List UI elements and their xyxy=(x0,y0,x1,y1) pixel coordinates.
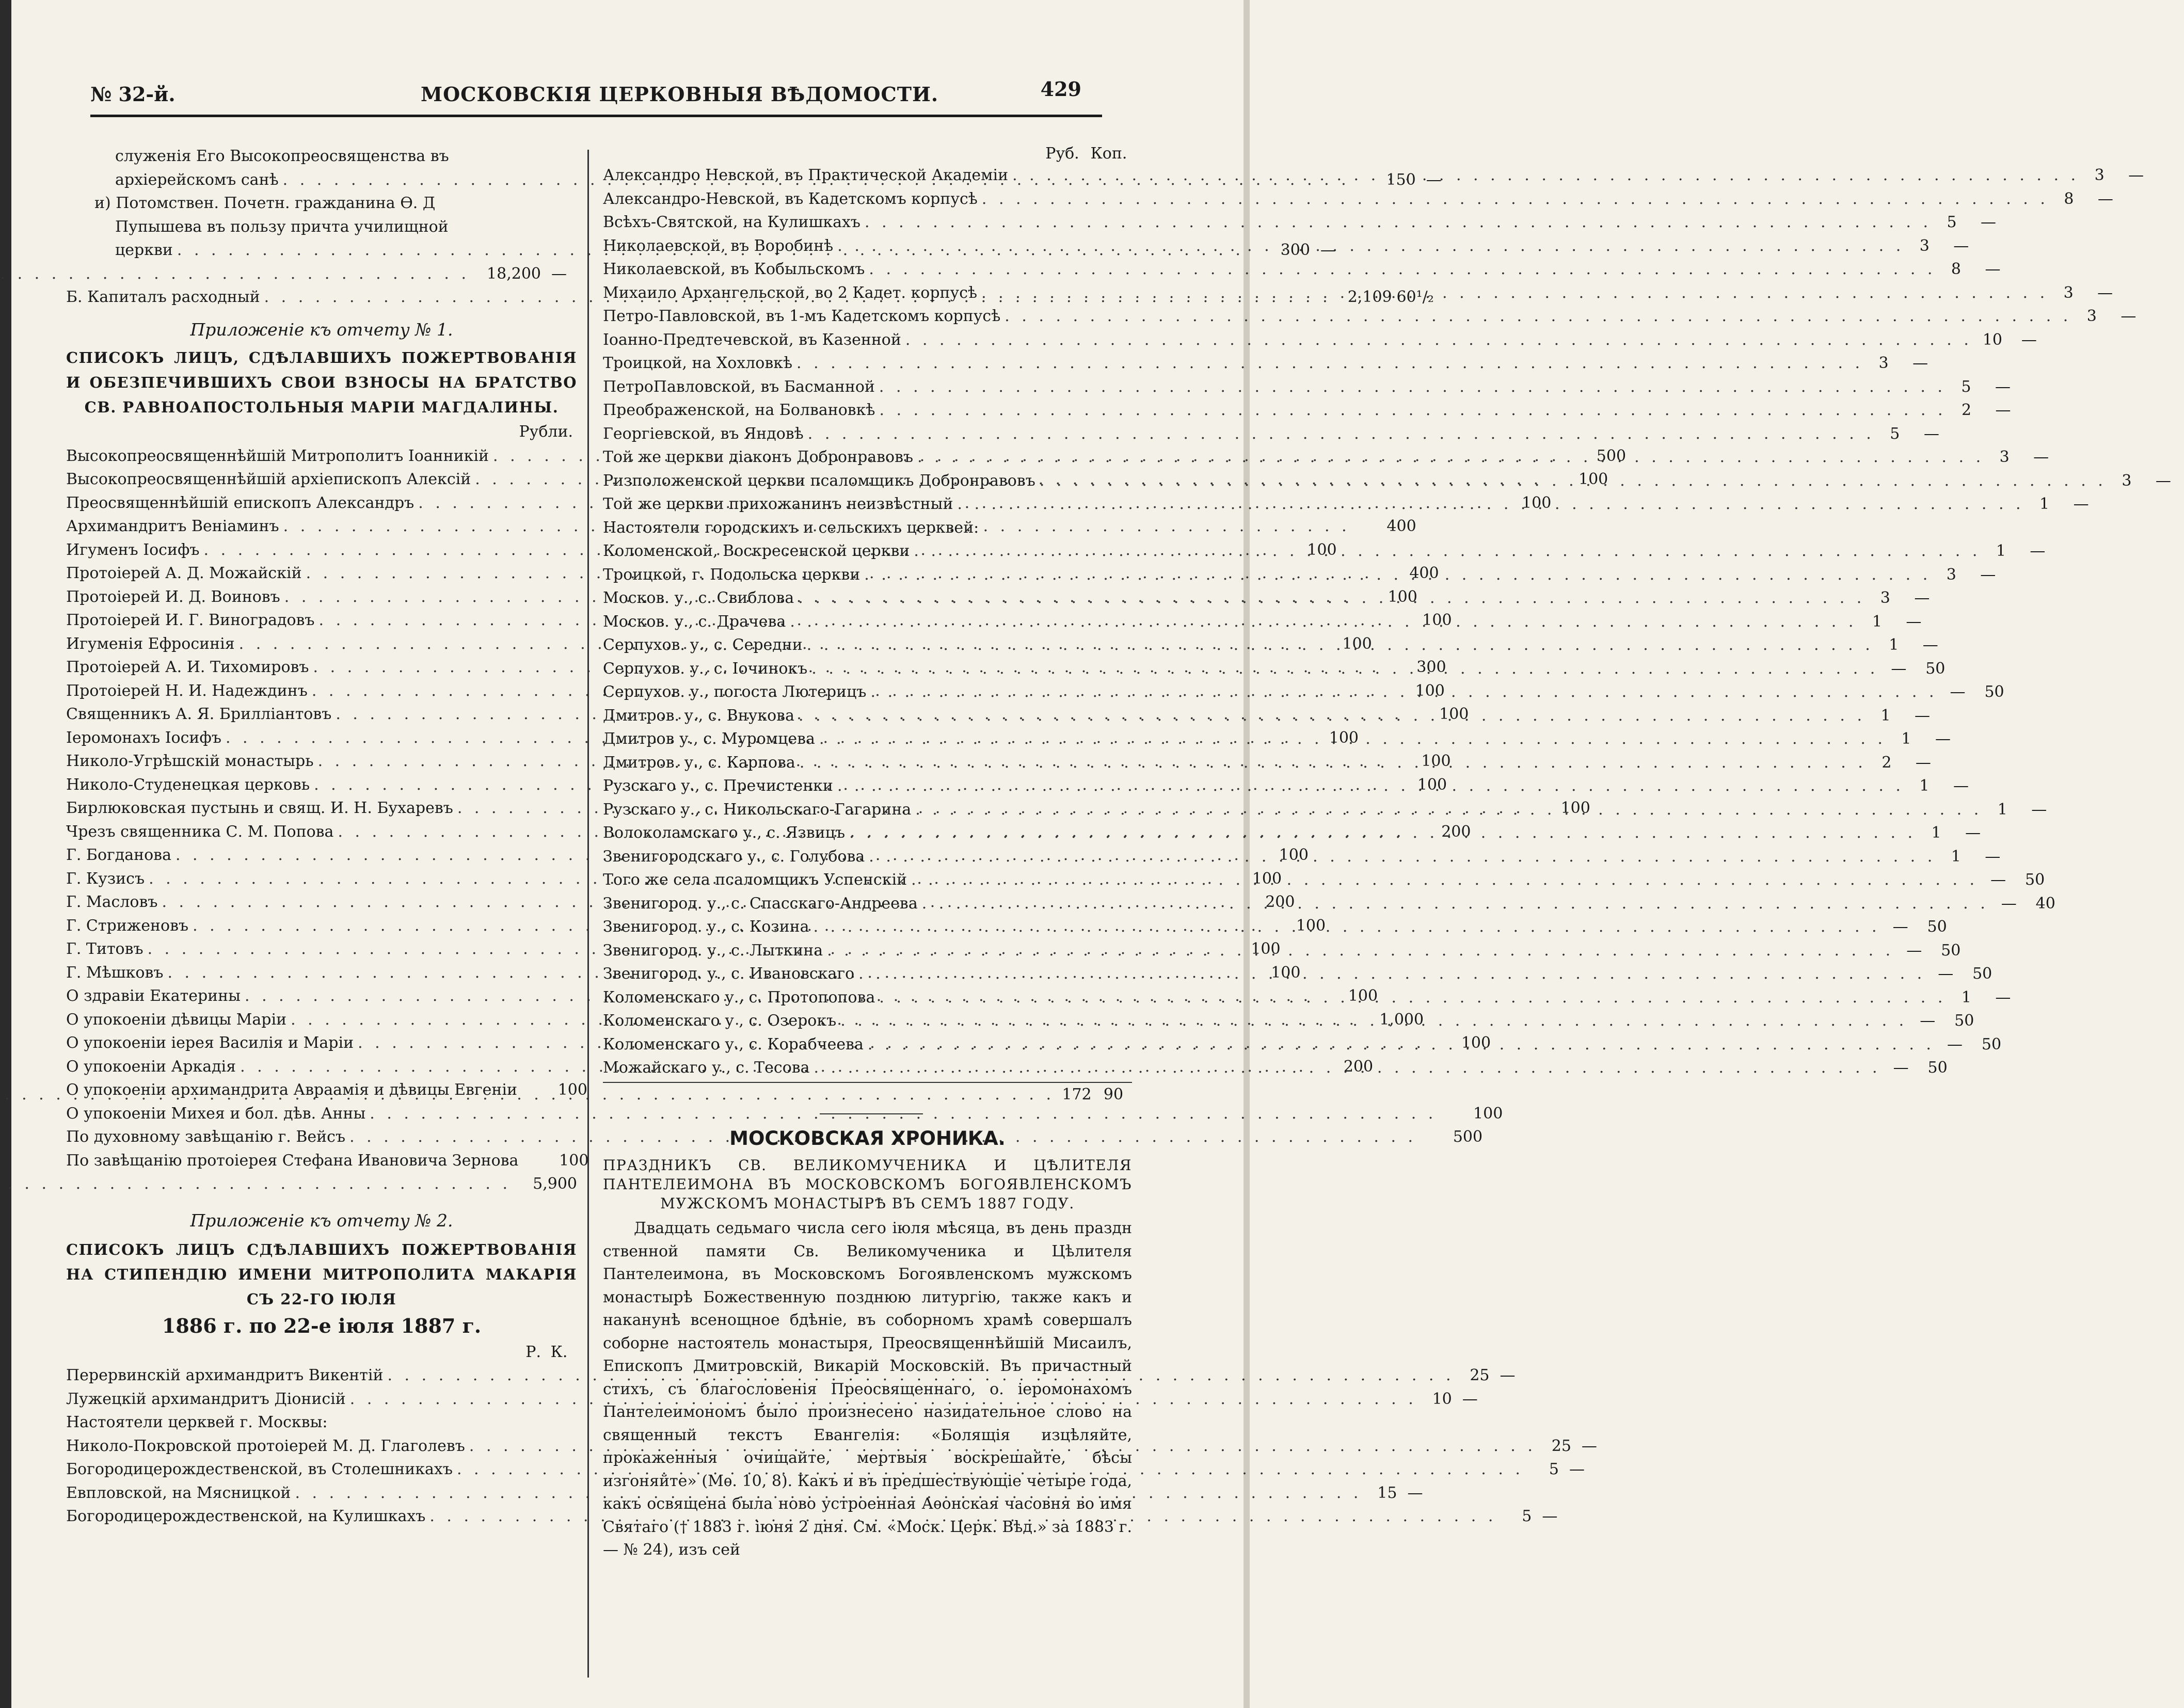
stipend-donor-r: 15 xyxy=(1377,1483,1397,1502)
expense-capital-label: Б. Капиталъ расходный xyxy=(66,288,260,306)
continued-entry-v2: — xyxy=(1320,241,1336,259)
col-rub: Руб. xyxy=(1045,145,1079,163)
appendix-1-column-header: Рубли. xyxy=(519,422,573,441)
parish-k: — xyxy=(1922,636,1938,654)
parish-name: Волоколамскаго у., с. Язвицъ xyxy=(603,824,846,842)
stipend-donor-name: Перервинскій архимандритъ Викентій xyxy=(66,1366,384,1384)
parish-r: 3 xyxy=(2094,166,2105,184)
donor-amount: 100 xyxy=(1578,470,1608,488)
donor-name: Протоіерей И. Д. Воиновъ xyxy=(66,587,280,606)
donor-amount: 100 xyxy=(1348,987,1378,1005)
parish-name: ПетроПавловской, въ Басманной xyxy=(603,377,875,396)
parish-k: — xyxy=(2155,471,2171,490)
parish-k: — xyxy=(2021,330,2037,349)
parish-r: 2 xyxy=(1882,753,1892,772)
parish-r: 3 xyxy=(1999,448,2010,466)
parish-k: 50 xyxy=(1925,659,1946,678)
parish-r: — xyxy=(1891,659,1907,678)
parish-k: — xyxy=(2073,495,2089,513)
parish-r: 5 xyxy=(1890,424,1900,443)
donor-name: Бирлюковская пустынь и свящ. И. Н. Бухаревъ xyxy=(66,799,453,817)
continued-entry-name: Пупышева въ пользу причта училищной xyxy=(115,217,449,236)
parish-row xyxy=(603,211,1997,234)
col-rubles: Р. xyxy=(525,1343,541,1361)
chronicle-rule xyxy=(603,1106,1132,1122)
parish-name: Москов. у., с. Драчева xyxy=(603,612,786,631)
donor-name: Чрезъ священника С. М. Попова xyxy=(66,822,334,841)
donor-name: Г. Титовъ xyxy=(66,940,144,958)
parish-name: Александро-Невской, въ Кадетскомъ корпусѣ xyxy=(603,189,978,208)
donor-name: О упокоеніи Аркадія xyxy=(66,1057,236,1076)
parish-r: 1 xyxy=(1996,542,2006,560)
parish-k: 50 xyxy=(1927,918,1947,936)
continued-entry-name: и) Потомствен. Почетн. гражданина Ѳ. Д xyxy=(94,194,436,212)
parish-r: — xyxy=(1893,1059,1909,1077)
donor-amount: 200 xyxy=(1441,822,1471,841)
donor-name: Протоіерей А. Д. Можайскій xyxy=(66,564,302,582)
parish-name: Николаевской, въ Воробинѣ xyxy=(603,236,834,255)
stipend-donor-row xyxy=(66,1458,1585,1481)
stipend-donor-name: Евпловской, на Мясницкой xyxy=(66,1483,291,1502)
donor-name: О упокоеніи архимандрита Авраамія и дѣвицы Евгеніи xyxy=(66,1081,517,1099)
parish-name: Троицкой, г. Подольска церкви xyxy=(603,565,860,584)
donor-amount: 100 xyxy=(1307,540,1337,559)
appendix-2-column-header xyxy=(66,1340,577,1364)
stipend-donor-k: — xyxy=(1462,1390,1478,1408)
parish-row xyxy=(603,187,2113,211)
parish-k: — xyxy=(1923,424,1939,443)
stipend-donor-row xyxy=(66,1481,1423,1505)
parish-name: Москов. у., с. Свиблова xyxy=(603,589,794,607)
parish-r: 1 xyxy=(1919,777,1930,795)
parish-k: — xyxy=(2030,542,2046,560)
donor-name: Николо-Студенецкая церковь xyxy=(66,775,310,794)
donor-name: Г. Мѣшковъ xyxy=(66,963,164,982)
stipend-donor-r: 5 xyxy=(1549,1460,1559,1478)
donor-amount: 100 xyxy=(1329,728,1359,747)
parish-name: Іоанно-Предтечевской, въ Казенной xyxy=(603,330,901,349)
appendix-2-title: Приложеніе къ отчету № 2. xyxy=(190,1210,453,1231)
continued-entry-v1: 150 xyxy=(1386,170,1416,189)
parish-k: — xyxy=(1995,401,2011,419)
parish-k: — xyxy=(1915,706,1930,725)
donor-name: Высокопреосвященнѣйшій Митрополитъ Іоанникій xyxy=(66,446,489,465)
stipend-donor-k: — xyxy=(1569,1460,1585,1478)
donor-name: О здравіи Екатерины xyxy=(66,987,241,1005)
parish-name: Дмитров. у., с. Внукова xyxy=(603,706,794,725)
parish-row xyxy=(603,328,2037,352)
col-kopecks: К. xyxy=(550,1343,568,1361)
donor-name: Архимандритъ Веніаминъ xyxy=(66,517,279,535)
donor-name: По завѣщанію протоіерея Стефана Ивановича Зернова xyxy=(66,1151,519,1170)
parish-r: 3 xyxy=(1946,565,1956,584)
stipend-donor-k: — xyxy=(1407,1483,1423,1502)
parish-name: Коломенской, Воскресенской церкви xyxy=(603,542,910,560)
parish-r: 1 xyxy=(1889,636,1899,654)
parish-r: — xyxy=(1990,871,2006,889)
stipend-donor-r: 5 xyxy=(1522,1507,1532,1525)
parish-name: Звенигород. у., с. Ивановскаго xyxy=(603,965,855,983)
donor-amount: 100 xyxy=(1251,940,1281,958)
parish-r: 3 xyxy=(2122,471,2132,490)
parish-row xyxy=(603,516,1132,540)
donor-name: Преосвященнѣйшій епископъ Александръ xyxy=(66,493,415,512)
donor-amount: 100 xyxy=(1279,846,1309,864)
parish-name: Коломенскаго у., с. Корабчеева xyxy=(603,1035,864,1053)
appendix-1-total-amount: 5,900 xyxy=(533,1175,577,1193)
parish-k: 50 xyxy=(2025,871,2045,889)
parish-row xyxy=(603,398,2011,422)
donor-name: О упокоеніи Михея и бол. дѣв. Анны xyxy=(66,1104,366,1123)
donor-name: Г. Масловъ xyxy=(66,893,158,911)
donor-name: Протоіерей Н. И. Надеждинъ xyxy=(66,681,308,700)
parish-k: — xyxy=(2128,166,2144,184)
parish-r: — xyxy=(1947,1035,1963,1053)
parish-k: — xyxy=(2097,189,2113,208)
stipend-donor-row xyxy=(66,1411,577,1434)
continued-entry-name: служенія Его Высокопреосвященства въ xyxy=(115,147,449,165)
parish-name: Настоятели городскихъ и сельскихъ церквей: xyxy=(603,518,979,537)
donor-amount: 100 xyxy=(1421,752,1451,770)
parish-name: Той же церкви прихожанинъ неизвѣстный xyxy=(603,495,953,513)
subtotal-kopecks: — xyxy=(551,264,567,283)
parish-row xyxy=(603,422,1939,446)
donor-name: Высокопреосвященнѣйшій архіепископъ Алексій xyxy=(66,470,471,488)
parish-r: 1 xyxy=(1997,800,2007,819)
parish-r: 1 xyxy=(1951,847,1961,866)
donor-amount: 1,000 xyxy=(1379,1010,1424,1029)
stipend-donor-row xyxy=(66,1364,1516,1387)
donor-amount: 100 xyxy=(1342,634,1372,653)
right-total-rubles: 172 xyxy=(1062,1085,1092,1104)
stipend-donor-name: Настоятели церквей г. Москвы: xyxy=(66,1413,328,1431)
parish-name: Ризположенской церкви псаломщикъ Добронравовъ xyxy=(603,471,1035,490)
parish-k: — xyxy=(1906,612,1922,631)
donor-amount: 100 xyxy=(1417,775,1447,794)
parish-k: 50 xyxy=(1984,683,2004,701)
parish-r: — xyxy=(1892,918,1908,936)
parish-name: Рузскаго у., с. Пречистенки xyxy=(603,777,833,795)
stipend-donor-name: Богородицерождественской, на Кулишкахъ xyxy=(66,1507,426,1525)
chronicle-heading: ПРАЗДНИКЪ СВ. ВЕЛИКОМУЧЕНИКА И ЦѢЛИТЕЛЯ ПАНТЕЛЕИМОНА ВЪ МОСКОВСКОМЪ БОГОЯВЛЕНСКОМЪ МУЖСКОМЪ МОНАСТЫРѢ ВЪ СЕМЪ 1887 ГОДУ. xyxy=(603,1157,1132,1212)
parish-r: — xyxy=(1906,941,1922,960)
appendix-2-period: 1886 г. по 22-е іюля 1887 г. xyxy=(162,1314,482,1337)
continued-entry-v2: — xyxy=(1426,170,1442,189)
continued-entry-row xyxy=(66,191,577,215)
stipend-donor-r: 25 xyxy=(1470,1366,1490,1384)
donor-amount: 100 xyxy=(1296,916,1326,935)
parish-k: 50 xyxy=(1981,1035,2002,1053)
continued-entry-row xyxy=(66,145,577,168)
donor-amount: 100 xyxy=(1415,681,1445,700)
page-number: 429 xyxy=(1040,77,1081,101)
parish-name: Преображенской, на Болвановкѣ xyxy=(603,401,875,419)
right-total-row xyxy=(603,1083,1132,1107)
chronicle-title: МОСКОВСКАЯ ХРОНИКА. xyxy=(729,1127,1006,1150)
parish-row xyxy=(603,352,1928,375)
stipend-donor-row xyxy=(66,1387,1478,1411)
donor-amount: 400 xyxy=(1386,517,1416,535)
donor-name: Г. Богданова xyxy=(66,846,171,864)
right-column-header xyxy=(603,142,1132,164)
donor-amount: 100 xyxy=(557,1081,587,1099)
parish-r: 3 xyxy=(1878,354,1889,372)
donor-amount: 100 xyxy=(1461,1034,1491,1052)
stipend-donor-r: 25 xyxy=(1551,1436,1571,1455)
parish-k: — xyxy=(1953,777,1969,795)
parish-r: 10 xyxy=(1982,330,2002,349)
stipend-donor-k: — xyxy=(1500,1366,1516,1384)
parish-k: — xyxy=(1995,377,2011,396)
parish-name: Того же села псаломщикъ Успенскій xyxy=(603,871,907,889)
parish-name: Коломенскаго у., с. Протопопова xyxy=(603,988,875,1007)
parish-k: — xyxy=(1915,753,1931,772)
parish-r: 8 xyxy=(1951,260,1961,278)
parish-name: Коломенскаго у , с. Озерокъ xyxy=(603,1012,837,1030)
parish-name: Рузскаго у., с. Никольскаго-Гагарина xyxy=(603,800,912,819)
parish-name: Звенигород. у., с. Спасскаго-Андреева xyxy=(603,894,918,913)
donor-name: О упокоеніи іерея Василія и Маріи xyxy=(66,1034,354,1052)
page-binding-edge xyxy=(0,0,11,1708)
parish-name: Той же церкви діаконъ Добронравовъ xyxy=(603,448,914,466)
donor-name: Игуменія Ефросинія xyxy=(66,634,235,653)
donor-amount: 200 xyxy=(1343,1057,1374,1076)
appendix-2-heading: СПИСОКЪ ЛИЦЪ СДѢЛАВШИХЪ ПОЖЕРТВОВАНІЯ НА СТИПЕНДІЮ ИМЕНИ МИТРОПОЛИТА МАКАРІЯ СЪ 22-ГО ІЮЛЯ xyxy=(66,1240,577,1308)
stipend-donor-name: Богородицерождественской, въ Столешникахъ xyxy=(66,1460,453,1478)
donor-amount: 100 xyxy=(1252,869,1282,888)
donor-name: О упокоеніи дѣвицы Маріи xyxy=(66,1010,287,1029)
parish-name: Звенигород. у., с. Лыткина xyxy=(603,941,823,960)
parish-k: — xyxy=(1980,565,1996,584)
parish-r: 2 xyxy=(1962,401,1972,419)
parish-name: Звенигород. у., с. Козина xyxy=(603,918,809,936)
parish-k: — xyxy=(1912,354,1928,372)
issue-number: № 32-й. xyxy=(90,83,176,106)
donor-amount: 300 xyxy=(1416,658,1446,676)
appendix-1-title: Приложеніе къ отчету № 1. xyxy=(190,319,453,340)
donor-name: Священникъ А. Я. Бриллiантовъ xyxy=(66,705,332,723)
continued-entry-v1: 300 xyxy=(1280,241,1310,259)
stipend-donor-name: Лужецкій архимандритъ Діонисій xyxy=(66,1390,346,1408)
donor-name: Игуменъ Іосифъ xyxy=(66,540,200,559)
parish-k: — xyxy=(1914,589,1930,607)
parish-k: 40 xyxy=(2035,894,2055,913)
parish-name: Михаило Архангельской, во 2 Кадет. корпусѣ xyxy=(603,283,978,302)
parish-name: Дмитров у., с. Муромцева xyxy=(603,730,815,748)
stipend-donor-k: — xyxy=(1542,1507,1558,1525)
parish-r: 5 xyxy=(1961,377,1971,396)
donor-row xyxy=(66,1149,589,1173)
parish-k: 50 xyxy=(1927,1059,1948,1077)
stipend-donor-r: 10 xyxy=(1432,1390,1452,1408)
parish-r: 1 xyxy=(1931,824,1941,842)
donor-amount: 100 xyxy=(1388,587,1417,606)
parish-k: — xyxy=(1935,730,1951,748)
appendix-1-total-row xyxy=(66,1172,577,1196)
parish-k: 50 xyxy=(1972,965,1992,983)
parish-r: 1 xyxy=(1880,706,1891,725)
donor-amount: 100 xyxy=(1560,799,1590,817)
donor-name: Іеромонахъ Іосифъ xyxy=(66,728,221,747)
donor-amount: 100 xyxy=(1422,611,1452,629)
parish-name: Александро Невской, въ Практической Академіи xyxy=(603,166,1009,184)
parish-name: Можайскаго у., с. Тесова xyxy=(603,1059,810,1077)
donor-name: Протоіерей И. Г. Виноградовъ xyxy=(66,611,315,629)
parish-row xyxy=(603,375,2011,399)
parish-name: Всѣхъ-Святской, на Кулишкахъ xyxy=(603,213,860,231)
parish-r: 3 xyxy=(1919,236,1930,255)
parish-k: — xyxy=(2121,307,2137,325)
parish-r: — xyxy=(1920,1012,1936,1030)
donor-name: По духовному завѣщанію г. Вейсъ xyxy=(66,1128,346,1146)
stipend-donor-row xyxy=(66,1434,1597,1458)
header-rule xyxy=(90,115,1102,117)
continued-entry-name: архіерейскомъ санѣ xyxy=(115,170,279,189)
parish-name: Серпухов. у., с. Середни xyxy=(603,636,803,654)
parish-row xyxy=(603,258,2001,281)
donor-amount: 100 xyxy=(1522,493,1552,512)
parish-k: — xyxy=(2031,800,2047,819)
parish-name: Петро-Павловской, въ 1-мъ Кадетскомъ корпусѣ xyxy=(603,307,1001,325)
parish-name: Серпухов. у., с. Іочинокъ xyxy=(603,659,808,678)
parish-name: Николаевской, въ Кобыльскомъ xyxy=(603,260,865,278)
parish-k: — xyxy=(1995,988,2011,1007)
donor-amount: 500 xyxy=(1453,1128,1483,1146)
parish-r: 1 xyxy=(1901,730,1911,748)
stipend-donor-name: Николо-Покровской протоіерей М. Д. Глаголевъ xyxy=(66,1436,465,1455)
parish-k: — xyxy=(1985,847,2001,866)
chronicle-body: Двадцать седьмаго числа сего іюля мѣсяца, въ день праздн ственной памяти Св. Великомученика и Цѣлителя Пантелеимона, въ Московскомъ Богоявленскомъ мужскомъ монастырѣ Божественную позднюю литургію, также какъ и наканунѣ всенощное бдѣніе, въ соборномъ храмѣ совершалъ соборне настоятель монастыря, Преосвященнѣйшій Мисаилъ, Епископъ Дмитровскій, Викарій Московскій. Въ причастный стихъ, съ благословенія Преосвященнаго, о. іеромонахомъ Пантелеимономъ было произнесено назидательное слово на священный текстъ Евангелія: «Болящія изцѣляйте, прокаженныя очищайте, мертвыя воскрешайте, бѣсы изгоняйте» (Мѳ. 10, 8). Какъ и въ предшествующіе четыре года, какъ освящена была ново устроенная Аѳонская часовня во имя Святаго († 1883 г. іюня 2 дня. См. «Моск. Церк. Вѣд.» за 1883 г.— № 24), изъ сей xyxy=(603,1219,1132,1559)
page-header xyxy=(90,77,1102,108)
right-total-kopecks: 90 xyxy=(1103,1085,1124,1104)
parish-k: — xyxy=(1981,213,1997,231)
donor-amount: 100 xyxy=(1271,963,1301,982)
donor-amount: 400 xyxy=(1409,564,1439,582)
donor-name: Николо-Угрѣшскій монастырь xyxy=(66,752,314,770)
parish-r: 3 xyxy=(1880,589,1890,607)
donor-name: Протоіерей А. И. Тихомировъ xyxy=(66,658,309,676)
parish-r: 5 xyxy=(1947,213,1957,231)
parish-r: — xyxy=(2001,894,2017,913)
donor-name: Г. Кузисъ xyxy=(66,869,145,888)
parish-r: 8 xyxy=(2064,189,2074,208)
donor-amount: 200 xyxy=(1265,893,1295,911)
parish-k: — xyxy=(2097,283,2113,302)
stipend-donor-list xyxy=(66,1364,1597,1528)
parish-r: 3 xyxy=(2086,307,2097,325)
parish-name: Звенигородскаго у., с. Голубова xyxy=(603,847,865,866)
parish-name: Троицкой, на Хохловкѣ xyxy=(603,354,793,372)
appendix-1-heading: СПИСОКЪ ЛИЦЪ, СДѢЛАВШИХЪ ПОЖЕРТВОВАНІЯ И ОБЕЗПЕЧИВШИХЪ СВОИ ВЗНОСЫ НА БРАТСТВО СВ. РАВНОАПОСТОЛЬНЫЯ МАРІИ МАГДАЛИНЫ. xyxy=(66,348,577,416)
parish-k: — xyxy=(2033,448,2049,466)
stipend-donor-row xyxy=(66,1505,1558,1528)
publication-title: МОСКОВСКІЯ ЦЕРКОВНЫЯ ВѢДОМОСТИ. xyxy=(421,83,939,106)
donor-amount: 500 xyxy=(1596,446,1627,465)
expense-capital-rubles: 2,109 xyxy=(1347,288,1392,306)
continued-entry-name: церкви xyxy=(115,241,173,259)
parish-name: Дмитров. у., с. Карпова xyxy=(603,753,795,772)
donor-amount: 100 xyxy=(1439,705,1469,723)
parish-row xyxy=(603,305,2137,328)
donor-name: Г. Стриженовъ xyxy=(66,916,189,935)
expense-capital-kopecks: 60¹/₂ xyxy=(1396,288,1434,306)
parish-r: 3 xyxy=(2063,283,2074,302)
parish-name: Георгіевской, въ Яндовѣ xyxy=(603,424,804,443)
parish-r: 1 xyxy=(2039,495,2050,513)
parish-k: — xyxy=(1965,824,1981,842)
parish-k: — xyxy=(1985,260,2001,278)
continued-entry-row xyxy=(66,215,577,239)
subtotal-row xyxy=(66,262,577,286)
donor-amount: 100 xyxy=(1473,1104,1503,1123)
parish-r: 1 xyxy=(1961,988,1971,1007)
donor-amount: 100 xyxy=(559,1151,589,1170)
subtotal-rubles: 18,200 xyxy=(487,264,541,283)
parish-k: 50 xyxy=(1941,941,1961,960)
stipend-donor-k: — xyxy=(1581,1436,1597,1455)
parish-name: Серпухов. у., погоста Лютерицъ xyxy=(603,683,867,701)
parish-k: 50 xyxy=(1954,1012,1974,1030)
col-kop: Коп. xyxy=(1090,145,1127,163)
parish-k: — xyxy=(1953,236,1969,255)
parish-r: 1 xyxy=(1872,612,1882,631)
parish-r: — xyxy=(1950,683,1966,701)
parish-r: — xyxy=(1938,965,1954,983)
